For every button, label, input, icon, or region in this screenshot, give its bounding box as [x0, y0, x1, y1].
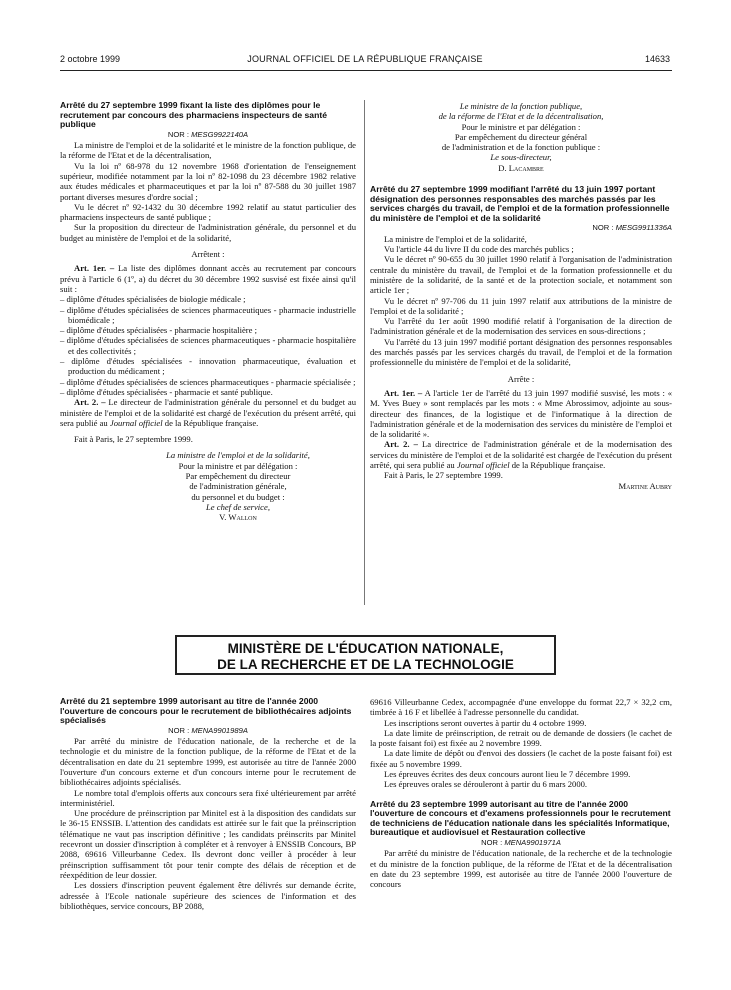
diploma-item: – diplôme d'études spécialisées de biologie médicale ;: [60, 294, 246, 305]
ministry-heading: [175, 635, 556, 675]
signature-block: [370, 101, 672, 173]
body-paragraph: Une procédure de préinscription par Minitel est à la disposition des candidats sur le 36-15 ENSSIB. L'attention des candidats est attirée sur le fait que la préinscription télématique ne vaut pas inscription définitive ; les candidats préinscrits par Minitel recevront un dossier d'inscription à compléter et à renvoyer à ENSSIB Concours, BP 2088, 69616 Villeurbanne Cedex. Ils devront donc veiller à procéder à leur préinscription suffisamment tôt pour tenir compte des délais de réception et de réexpédition de leur dossier.: [60, 808, 356, 880]
preamble-paragraph: La ministre de l'emploi et de la solidarité,: [384, 233, 527, 244]
preamble-paragraph: Vu la loi nº 68-978 du 12 novembre 1968 d'orientation de l'enseignement supérieur, modifiée notamment par la loi nº 82-1098 du 23 décembre 1982 relative aux études médicales et pharmaceutiques et par la loi nº 87-588 du 30 juillet 1987 portant diverses mesures d'ordre social ;: [60, 160, 356, 202]
diploma-item: – diplôme d'études spécialisées - pharmacie et santé publique.: [60, 386, 273, 397]
signature-line: La ministre de l'emploi et de la solidarité,: [166, 450, 310, 461]
signature-line: de la réforme de l'Etat et de la décentralisation,: [438, 111, 604, 122]
body-paragraph: Par arrêté du ministre de l'éducation nationale, de la recherche et de la technologie et du ministre de la fonction publique, de la réforme de l'Etat et de la décentralisation en date du 23 septembre 1999, est autorisée au titre de l'année 2000 l'ouverture de concours: [370, 848, 672, 890]
issue-date: 2 octobre 1999: [60, 54, 121, 64]
article-text: de la République française.: [509, 459, 606, 470]
article-text: A l'article 1er de l'arrêté du 13 juin 1997 modifié susvisé, les mots : « M. Yves Buey » sont remplacés par les mots : « Mme Abrossimov, adjointe au sous-directeur des finances, de la logistique et de l'informatique à la direction de l'administration générale et de la modernisation des services du ministère de l'emploi et de la solidarité ».: [370, 387, 672, 440]
body-paragraph: Par arrêté du ministre de l'éducation nationale, de la recherche et de la technologie et du ministre de la fonction publique, de la réforme de l'Etat et de la décentralisation en date du 21 septembre 1999, est autorisée au titre de l'année 2000 l'ouverture d'un concours externe et d'un concours interne pour le recrutement de bibliothécaires adjoints spécialisés.: [60, 736, 356, 788]
nor-code: MENA9901989A: [191, 725, 248, 735]
signatory-name: Martine Aubry: [618, 480, 672, 491]
diploma-item: – diplôme d'études spécialisées - pharmacie hospitalière ;: [60, 325, 257, 336]
signature-line: Pour la ministre et par délégation :: [178, 460, 298, 471]
signature-line: Par empêchement du directeur général: [454, 131, 588, 142]
article-1: [370, 388, 672, 439]
header-rule: [60, 70, 672, 71]
journal-officiel-ref: Journal officiel: [456, 459, 510, 470]
arrete-bibliothecaires: [60, 697, 356, 911]
diploma-item: – diplôme d'études spécialisées de sciences pharmaceutiques - pharmacie hospitalière et des collectivités ;: [60, 335, 356, 356]
body-paragraph: Les inscriptions seront ouvertes à partir du 4 octobre 1999.: [384, 717, 587, 728]
article-label: Art. 2. –: [384, 439, 418, 450]
diploma-item: – diplôme d'études spécialisées de sciences pharmaceutiques - pharmacie spécialisée ;: [60, 376, 356, 387]
preamble-paragraph: Vu le décret nº 92-1432 du 30 décembre 1992 relatif au statut particulier des pharmaciens inspecteurs de santé publique ;: [60, 201, 356, 223]
fait-a-paris: Fait à Paris, le 27 septembre 1999.: [384, 470, 503, 481]
signature-line: Pour le ministre et par délégation :: [461, 121, 581, 132]
preamble-paragraph: Vu l'arrêté du 13 juin 1997 modifié portant désignation des personnes responsables des marchés passés par les services chargés du travail, de l'emploi et de la formation professionnelle du ministère de l'emploi et de la solidarité,: [370, 336, 672, 368]
page-number: 14633: [644, 54, 670, 64]
article-label: Art. 1er. –: [74, 263, 115, 274]
nor-code: MESG9911336A: [615, 223, 672, 233]
nor-label: NOR :: [168, 725, 192, 735]
nor-code: MESG9922140A: [191, 129, 249, 139]
diploma-item: – diplôme d'études spécialisées de sciences pharmaceutiques - pharmacie industrielle biomédicale ;: [60, 304, 356, 325]
body-paragraph: La date limite de préinscription, de retrait ou de demande de dossiers (le cachet de la poste faisant foi) est fixée au 2 novembre 1999.: [370, 727, 672, 749]
article-label: Art. 2. –: [74, 397, 106, 408]
nor-label: NOR :: [167, 129, 192, 139]
signature-line: du personnel et du budget :: [191, 491, 285, 502]
right-column-bottom: [370, 697, 672, 890]
signatory-name: D. Lacambre: [498, 162, 544, 173]
preamble-paragraph: Vu l'arrêté du 1er août 1990 modifié relatif à l'organisation de la direction de l'administration générale et de la modernisation des services en sous-directions ;: [370, 316, 672, 337]
signature-block: [120, 450, 356, 522]
article-2: [60, 397, 356, 428]
right-column-top: [370, 101, 672, 491]
body-paragraph: 69616 Villeurbanne Cedex, accompagnée d'une enveloppe du format 22,7 × 32,2 cm, timbrée à 16 F et libellée à l'adresse personnelle du candidat.: [370, 697, 672, 718]
nor-reference: [60, 726, 356, 736]
fait-a-paris: Fait à Paris, le 27 septembre 1999.: [74, 434, 193, 445]
arrete-title: Arrêté du 27 septembre 1999 modifiant l'arrêté du 13 juin 1997 portant désignation des personnes responsables des marchés passés par les services chargés du travail, de l'emploi et de la formation professionnelle du ministère de l'emploi et de la solidarité: [370, 184, 670, 223]
arrete-title: Arrêté du 21 septembre 1999 autorisant au titre de l'année 2000 l'ouverture de concours pour le recrutement de bibliothécaires adjoints spécialisés: [60, 696, 352, 726]
column-divider: [364, 100, 365, 605]
nor-reference: [370, 838, 672, 848]
signature-line: de l'administration et de la fonction publique :: [441, 142, 601, 153]
nor-reference: [370, 223, 672, 233]
ministry-line: DE LA RECHERCHE ET DE LA TECHNOLOGIE: [217, 657, 514, 672]
preamble-paragraph: Vu l'article 44 du livre II du code des marchés publics ;: [384, 244, 574, 255]
nor-label: NOR :: [481, 838, 505, 848]
journal-officiel-ref: Journal officiel: [109, 417, 163, 428]
signature-line: Le chef de service,: [206, 501, 270, 512]
journal-title: JOURNAL OFFICIEL DE LA RÉPUBLIQUE FRANÇAISE: [247, 54, 483, 64]
body-paragraph: Les épreuves écrites des deux concours auront lieu le 7 décembre 1999.: [384, 769, 631, 780]
body-paragraph: Les dossiers d'inscription peuvent également être délivrés sur demande écrite, adressée à l'Ecole nationale supérieure des sciences de l'information et des bibliothèques, service concours, BP 2088,: [60, 880, 356, 911]
article-1: [60, 263, 356, 294]
body-paragraph: Les épreuves orales se dérouleront à partir du 6 mars 2000.: [384, 779, 588, 790]
article-text: de la République française.: [162, 417, 259, 428]
ministry-line: MINISTÈRE DE L'ÉDUCATION NATIONALE,: [227, 641, 504, 656]
article-2: [370, 439, 672, 470]
article-text: La liste des diplômes donnant accès au recrutement par concours prévu à l'article 6 (1º, a) du décret du 30 décembre 1992 susvisé est fixée ainsi qu'il suit :: [60, 263, 356, 294]
preamble-paragraph: Sur la proposition du directeur de l'administration générale, du personnel et du budget au ministère de l'emploi et de la solidarité,: [60, 222, 356, 243]
arrete-marches-publics: [370, 185, 672, 491]
arrete-title: Arrêté du 23 septembre 1999 autorisant au titre de l'année 2000 l'ouverture de concours et d'examens professionnels pour le recrutement de techniciens de l'éducation nationale dans les spécialités Informatique, bureautique et audiovisuel et Restauration collective: [370, 798, 671, 838]
signature-line: Le ministre de la fonction publique,: [459, 101, 583, 111]
preamble-paragraph: La ministre de l'emploi et de la solidarité et le ministre de la fonction publique, de la réforme de l'Etat et de la décentralisation,: [60, 140, 356, 161]
nor-label: NOR :: [592, 223, 616, 233]
signatory-name: V. Wallon: [219, 512, 257, 523]
article-label: Art. 1er. –: [384, 387, 423, 398]
article-text: Le directeur de l'administration générale du personnel et du budget au ministère de l'emploi et de la solidarité est chargé de l'exécution du présent arrêté, qui sera publié au: [60, 397, 356, 428]
arrete-heading: Arrête :: [507, 373, 535, 384]
diploma-item: – diplôme d'études spécialisées - innovation pharmaceutique, évaluation et production du médicament ;: [60, 356, 356, 377]
signature-line: de l'administration générale,: [189, 481, 287, 492]
arrete-title: Arrêté du 27 septembre 1999 fixant la liste des diplômes pour le recrutement par concours des pharmaciens inspecteurs de santé publique: [60, 100, 327, 130]
preamble-paragraph: Vu le décret nº 97-706 du 11 juin 1997 relatif aux attributions de la ministre de l'emploi et de la solidarité ;: [370, 295, 672, 316]
running-head: [60, 54, 670, 68]
signature-line: Par empêchement du directeur: [185, 470, 291, 481]
arrete-techniciens: [370, 800, 672, 890]
body-paragraph: La date limite de dépôt ou d'envoi des dossiers (le cachet de la poste faisant foi) est fixée au 5 novembre 1999.: [370, 748, 672, 769]
arretent-heading: Arrêtent :: [191, 249, 225, 260]
nor-code: MENA9901971A: [504, 838, 561, 848]
body-paragraph: Le nombre total d'emplois offerts aux concours sera fixé ultérieurement par arrêté interministériel.: [60, 787, 356, 808]
nor-reference: [60, 130, 356, 140]
arrete-pharmaciens: [60, 101, 356, 522]
preamble-paragraph: Vu le décret nº 90-655 du 30 juillet 1990 relatif à l'organisation de l'administration centrale du ministère du travail, de l'emploi et de la formation professionnelle et du ministère de la solidarité, de la santé et de la protection sociale, et notamment son article 1er ;: [370, 254, 672, 296]
article-text: La directrice de l'administration générale et de la modernisation des services du ministère de l'emploi et de la solidarité est chargée de l'exécution du présent arrêté, qui sera publié au: [370, 439, 672, 470]
signature-line: Le sous-directeur,: [490, 152, 552, 163]
